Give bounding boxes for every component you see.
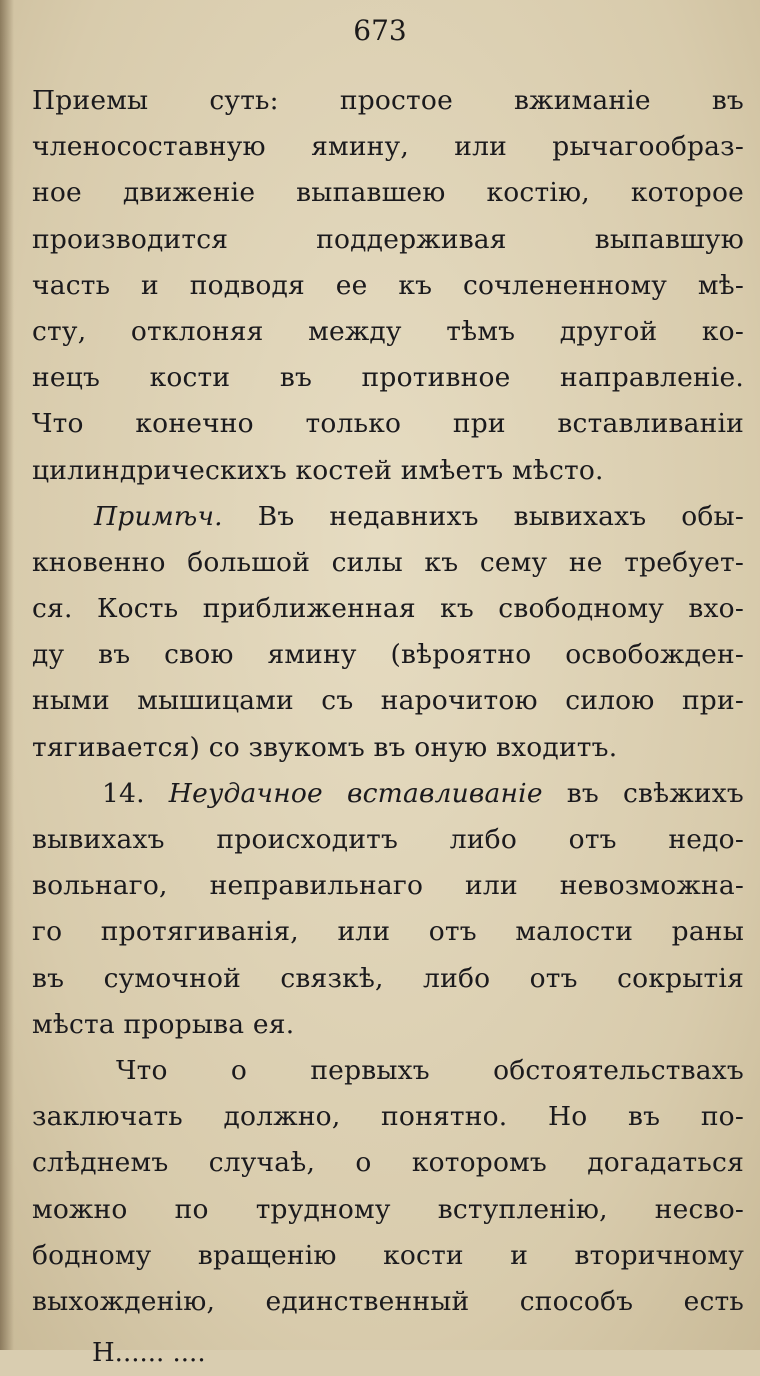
text-span: можно по трудному вступленію, несво- [32, 1193, 744, 1225]
text-line [32, 1140, 744, 1186]
text-line [32, 1279, 744, 1325]
text-line [32, 124, 744, 170]
text-span: тягивается) со звукомъ въ оную входитъ. [32, 731, 618, 763]
text-span: бодному вращенію кости и вторичному [32, 1239, 744, 1271]
text-line [32, 448, 744, 494]
body-text [32, 78, 744, 1325]
text-span: мѣста прорыва ея. [32, 1008, 295, 1040]
italic-text-span: Неудачное вставливаніе [168, 777, 543, 809]
text-span: заключать должно, понятно. Но въ по- [32, 1101, 744, 1133]
text-line [32, 586, 744, 632]
text-line [32, 494, 744, 540]
italic-text-span: Примѣч. [94, 500, 223, 532]
text-span: производится поддерживая выпавшую [32, 223, 744, 255]
text-span: въ свѣжихъ [542, 777, 744, 809]
text-line [32, 263, 744, 309]
binding-shadow [0, 0, 14, 1350]
text-line [32, 863, 744, 909]
text-span: вольнаго, неправильнаго или невозможна- [32, 870, 744, 902]
text-span: ду въ свою ямину (вѣроятно освобожден- [32, 639, 744, 671]
text-span: ное движеніе выпавшею костію, которое [32, 177, 744, 209]
text-span: часть и подводя ее къ сочлененному мѣ- [32, 269, 744, 301]
text-line [32, 1187, 744, 1233]
text-span: цилиндрическихъ костей имѣетъ мѣсто. [32, 454, 604, 486]
text-line [32, 1002, 744, 1048]
text-span: ными мышицами съ нарочитою силою при- [32, 685, 744, 717]
page-number: 673 [353, 14, 407, 47]
text-span: выхожденію, единственный способъ есть [32, 1285, 744, 1317]
text-line [32, 1233, 744, 1279]
text-span: Приемы суть: простое вжиманіе въ [32, 85, 744, 116]
text-line [32, 401, 744, 447]
text-line [32, 355, 744, 401]
text-span: вывихахъ происходитъ либо отъ недо- [32, 824, 744, 855]
cut-off-line-fragment: Н...... .... [92, 1338, 206, 1368]
text-line [32, 632, 744, 678]
text-span: 14. [102, 777, 169, 809]
text-line [32, 217, 744, 263]
text-line [32, 78, 744, 124]
text-line [32, 309, 744, 355]
text-line [32, 678, 744, 724]
text-span: нецъ кости въ противное направленіе. [32, 362, 744, 394]
text-span: Въ недавнихъ вывихахъ обы- [222, 500, 744, 532]
text-span: Что о первыхъ обстоятельствахъ [116, 1054, 744, 1086]
text-span: ся. Кость приближенная къ свободному вхо- [32, 593, 744, 625]
text-span: слѣднемъ случаѣ, о которомъ догадаться [32, 1147, 744, 1179]
text-line [32, 540, 744, 586]
text-span: кновенно большой силы къ сему не требует- [32, 546, 744, 578]
text-line [32, 817, 744, 863]
text-line [32, 1094, 744, 1140]
text-span: Что конечно только при вставливаніи [32, 408, 744, 440]
text-line [32, 725, 744, 771]
text-span: сту, отклоняя между тѣмъ другой ко- [32, 315, 744, 347]
text-span: го протягиванія, или отъ малости раны [32, 916, 744, 948]
text-line [32, 170, 744, 216]
text-line [32, 1048, 744, 1094]
text-line [32, 956, 744, 1002]
text-line [32, 771, 744, 817]
text-line [32, 909, 744, 955]
text-span: членосоставную ямину, или рычагообраз- [32, 131, 744, 163]
text-span: въ сумочной связкѣ, либо отъ сокрытія [32, 962, 744, 994]
